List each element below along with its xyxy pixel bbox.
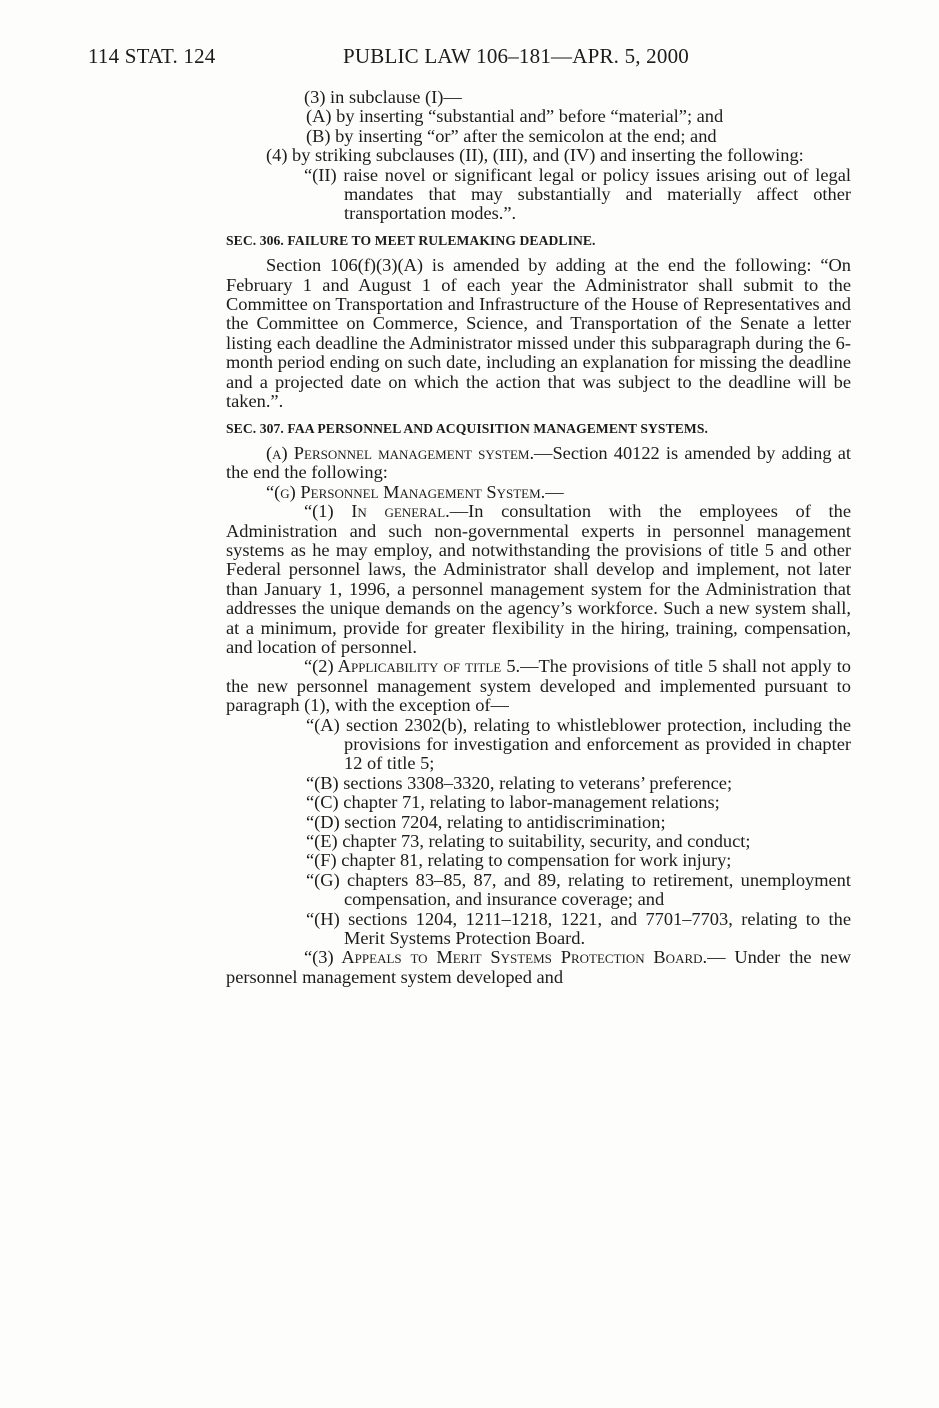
- section-heading: [226, 231, 851, 250]
- paragraph-text: “(C) chapter 71, relating to labor-management relations;: [306, 792, 720, 813]
- paragraph-heading: “(2) Applicability of title 5.: [304, 656, 521, 677]
- page-number-header: 114 STAT. 124: [88, 44, 216, 68]
- paragraph-heading: “(g) Personnel Management System.: [266, 481, 546, 502]
- paragraph: [226, 88, 851, 107]
- paragraph: [226, 948, 851, 987]
- paragraph-text: SEC. 307. FAA PERSONNEL AND ACQUISITION MANAGEMENT SYSTEMS.: [226, 420, 709, 436]
- paragraph: [226, 107, 851, 126]
- paragraph: [226, 871, 851, 910]
- paragraph: [226, 166, 851, 224]
- paragraph: [226, 851, 851, 870]
- paragraph: [226, 910, 851, 949]
- paragraph: [226, 127, 851, 146]
- document-body: [226, 88, 851, 987]
- paragraph-text: “(A) section 2302(b), relating to whistleblower protection, including the provisions for investigation and enforcement as provided in chapter 12 of title 5;: [306, 714, 851, 774]
- paragraph-text: (B) by inserting “or” after the semicolon at the end; and: [306, 125, 717, 146]
- paragraph-text: “(D) section 7204, relating to antidiscrimination;: [306, 811, 666, 832]
- section-heading: [226, 419, 851, 438]
- paragraph: [226, 502, 851, 657]
- paragraph-heading: (a) Personnel management system.: [266, 442, 535, 463]
- paragraph: [226, 657, 851, 715]
- paragraph-text: “(F) chapter 81, relating to compensation for work injury;: [306, 850, 732, 871]
- paragraph: [226, 774, 851, 793]
- paragraph-text: (3) in subclause (I)—: [304, 87, 462, 107]
- paragraph-text: (A) by inserting “substantial and” before “material”; and: [306, 106, 724, 127]
- paragraph: [226, 483, 851, 502]
- paragraph-text: —: [545, 481, 564, 502]
- paragraph-text: (4) by striking subclauses (II), (III), and (IV) and inserting the following:: [266, 145, 804, 166]
- paragraph-text: “(II) raise novel or significant legal or policy issues arising out of legal mandates that may substantially and materially affect other transportation modes.”.: [304, 164, 851, 224]
- paragraph-heading: “(1) In general.: [304, 501, 450, 522]
- paragraph: [226, 813, 851, 832]
- paragraph-text: — Under the new personnel management system developed and: [226, 947, 852, 987]
- running-title-header: PUBLIC LAW 106–181—APR. 5, 2000: [343, 44, 689, 68]
- paragraph: [226, 793, 851, 812]
- paragraph-text: “(H) sections 1204, 1211–1218, 1221, and 7701–7703, relating to the Merit Systems Protection Board.: [306, 908, 851, 949]
- paragraph-text: “(G) chapters 83–85, 87, and 89, relating to retirement, unemployment compensation, and insurance coverage; and: [306, 869, 851, 910]
- paragraph-text: —The provisions of title 5 shall not apply to the new personnel management system developed and implemented pursuant to paragraph (1), with the exception of—: [226, 656, 851, 716]
- paragraph-heading: “(3) Appeals to Merit Systems Protection Board.: [304, 947, 708, 968]
- paragraph: [226, 832, 851, 851]
- paragraph: [226, 256, 851, 411]
- paragraph-text: SEC. 306. FAILURE TO MEET RULEMAKING DEADLINE.: [226, 232, 596, 248]
- paragraph-text: “(B) sections 3308–3320, relating to veterans’ preference;: [306, 772, 733, 793]
- paragraph-text: “(E) chapter 73, relating to suitability, security, and conduct;: [306, 831, 751, 852]
- paragraph-text: —Section 40122 is amended by adding at the end the following:: [226, 442, 851, 483]
- paragraph-text: Section 106(f)(3)(A) is amended by adding at the end the following: “On February 1 and August 1 of each year the Administrator shall submit to the Committee on Transportation and Infrastructure of the House of Representatives and the Committee on Commerce, Science, and Transportation of the Senate a letter listing each deadline the Administrator missed under this subparagraph during the 6-month period ending on such date, including an explanation for missing the deadline and a projected date on which the action that was subject to the deadline will be taken.”.: [226, 255, 851, 412]
- paragraph: [226, 146, 851, 165]
- paragraph: [226, 716, 851, 774]
- paragraph-text: —In consultation with the employees of the Administration and such non-governmental experts in personnel management systems as he may employ, and notwithstanding the provisions of title 5 and other Federal personnel laws, the Administrator shall develop and implement, not later than January 1, 1996, a personnel management system for the Administration that addresses the unique demands on the agency’s workforce. Such a new system shall, at a minimum, provide for greater flexibility in the hiring, training, compensation, and location of personnel.: [226, 501, 851, 657]
- paragraph: [226, 444, 851, 483]
